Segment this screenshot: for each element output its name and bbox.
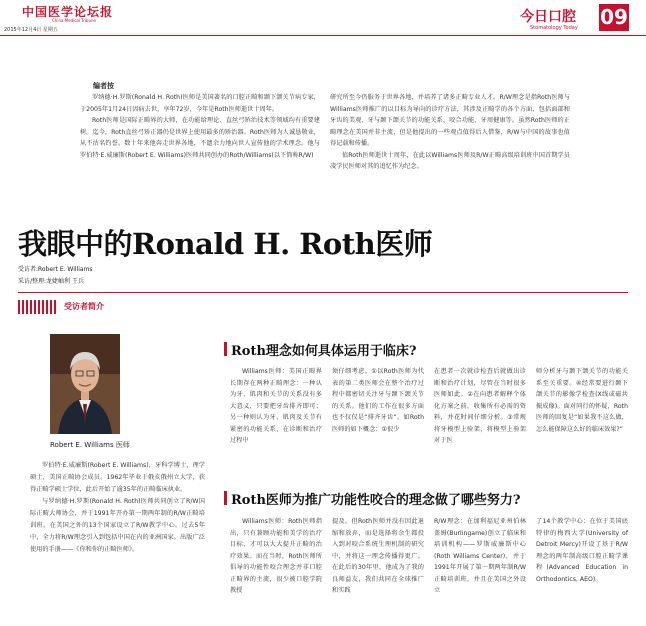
editor-note-paragraph: 研究所至今仍服务于世界各地，并培养了诸多正畸专业人才。R/W理念是指Roth医师与Williams医师推广的以目标为导向的诊疗方法，其涉及正畸学的各个方面，包括面部和牙齿的美观、牙与颞下颌关节的功能关系、咬合功能、牙周健康等。虽然Roth医师的正畸理念在美国并非主流，但是他提出的一些观点值得后人借鉴，R/W与中国的故事也值得记载和传播。	[330, 94, 570, 147]
interviewee-bio	[30, 460, 205, 556]
section-title: 今日口腔	[520, 9, 576, 25]
answer-1-column-2	[332, 366, 424, 435]
question-marker	[224, 491, 227, 505]
answer-text: 须仔细考虑。①以Roth医师为代表的第二类医师会在整个治疗过程中都密切关注牙与颞下颌关节的关系。他们的工作在很多方面也不仅仅是“排齐牙齿”。如Roth医师的如下概念：①很少	[332, 368, 424, 433]
answer-text: Williams医师：美国正畸界长期存在两种正畸理念：一种认为牙、肌肉和关节的关系没有多大意义，只要把牙齿排齐即可；另一种则认为牙、肌肉及关节有紧密的功能关系，在诊断和治疗过程中	[230, 368, 322, 444]
newspaper-logo: 中国医学论坛报	[22, 5, 114, 19]
interviewee-intro-tag	[18, 300, 118, 314]
answer-text: 提及。但Roth医师并没有因此退缩和放弃，而是选择将余生都投入到对咬合系统生理机制的研究中，并将这一理念传播得更广。在此后的30年里，他成为了我的良师益友，我们共同在全球推广和实践	[332, 518, 424, 594]
byline-editor: 采访/整理:龙婕岫利 王兵	[18, 278, 84, 285]
answer-2-column-2	[332, 516, 424, 597]
bio-paragraph: 罗伯特·E.威廉斯(Robert E. Williams)，牙科学博士，理学硕士，美国正畸协会成员。1962年毕业于俄亥俄州立大学，获得正畸学硕士学位，此后开始了逾35年的正畸临床执业。	[30, 462, 205, 493]
editor-note-paragraph: 罗纳德·H.罗斯(Ronald H. Roth)医师是美国著名的口腔正畸和颞下颌关节病专家，于2005年1月24日因病去世，享年72岁，今年是Roth医师逝世十周年。	[80, 94, 320, 113]
dateline: 2015年12月4日 星期五	[4, 27, 58, 33]
striped-bar-decoration	[18, 300, 58, 314]
editor-note-left-column	[80, 92, 320, 161]
portrait-illustration	[50, 334, 120, 434]
portrait-photo	[50, 334, 120, 434]
answer-text: 师分析牙与颞下颌关节的功能关系至关重要。④经常要进行颞下颌关节的影像学检查(X线或磁共振成像)。面对同行的怀疑，Roth医师的回复是“如果我不这么做，怎么能保障这么好的临床效果?”	[536, 368, 628, 433]
answer-text: R/W理念：在加利福尼亚州伯林盖姆(Burlingame)创立了临床和培训机构——罗斯威廉斯中心(Roth Williams Center)，并于1991年开展了第一期两年制R/W正畸培训班，并且在美国之外设立	[434, 518, 526, 594]
editor-note-right-column	[330, 92, 570, 173]
section-subtitle: Stomatology Today	[530, 25, 578, 31]
byline-interviewee: 受访者:Robert E. Williams	[18, 266, 93, 273]
page-number: 09	[600, 5, 628, 29]
editor-note-paragraph: 值Roth医师逝世十周年，在此以Williams医师及R/W正畸高级培训班中国首期学员凌学民医师对其的追忆作为纪念。	[330, 151, 570, 170]
answer-2-column-1	[230, 516, 322, 597]
answer-text: 了14个教学中心：在位于美国底特律的梅西大学(University of Detroit Mercy)开设了基于R/W理念的两年制高级口腔正畸学课程(Advanced Education in Orthodontics, AEO)。	[536, 518, 628, 583]
answer-1-column-3	[434, 366, 526, 447]
answer-2-column-4	[536, 516, 628, 585]
answer-1-column-4	[536, 366, 628, 435]
answer-text: 在患者一次就诊检查后就做出诊断和治疗计划，尽管在当时很多医师如此。②在向患者解释个体化方案之前，收集所有必需的资料，并花时间仔细分析。③常规将牙模型上验架，将模型上验架对于医	[434, 368, 526, 444]
question-marker	[224, 342, 227, 356]
photo-caption: Robert E. Williams 医师	[50, 441, 130, 449]
bio-paragraph: 与罗纳德·H.罗斯(Ronald H. Roth)医师共同创立了R/W国际正畸大师协会，并于1991年开办第一期两年制的R/W正畸培训班。在美国之外的13个国家设立了R/W教学中心。过去5年中，全力将R/W理念引入到包括中国在内的亚洲国家。出版广泛使用的手册——《你和你的正畸医师》。	[30, 498, 205, 553]
answer-text: Williams医师：Roth医师指出，只有兼顾功能和美学的治疗目标，才可以大大提升正畸的治疗效果。而在当时，Roth医师所倡导的功能性咬合理念并非口腔正畸界的主流，很少被口腔学院教授	[230, 518, 322, 594]
newspaper-logo-subtitle: China Medical Tribune	[52, 18, 96, 23]
editor-note-paragraph: Roth医师是国际正畸界的大师，在功能给理论、直丝弓矫治技术等领域均有重要建树。迄今，Roth直丝弓矫正器仍是世界上使用最多的矫治器。Roth医师为人诚恳敬业，从不沽名钓誉。数十年来他奔走世界各地，不遗余力地向世人宣传他的学术理念。他与罗伯特·E.威廉斯(Robert E. Williams)医师共同创办的Roth/Williams(以下简称R/W)	[80, 117, 320, 159]
interviewee-intro-label: 受访者简介	[64, 302, 104, 311]
article-headline: 我眼中的Ronald H. Roth医师	[18, 227, 433, 261]
answer-1-column-1	[230, 366, 322, 447]
question-heading-2: Roth医师为推广功能性咬合的理念做了哪些努力?	[231, 493, 521, 508]
question-heading-1: Roth理念如何具体运用于临床?	[231, 344, 417, 359]
headline-divider	[18, 292, 628, 293]
answer-2-column-3	[434, 516, 526, 597]
editor-note-label: 编者按	[93, 82, 114, 90]
masthead-divider	[0, 35, 646, 36]
